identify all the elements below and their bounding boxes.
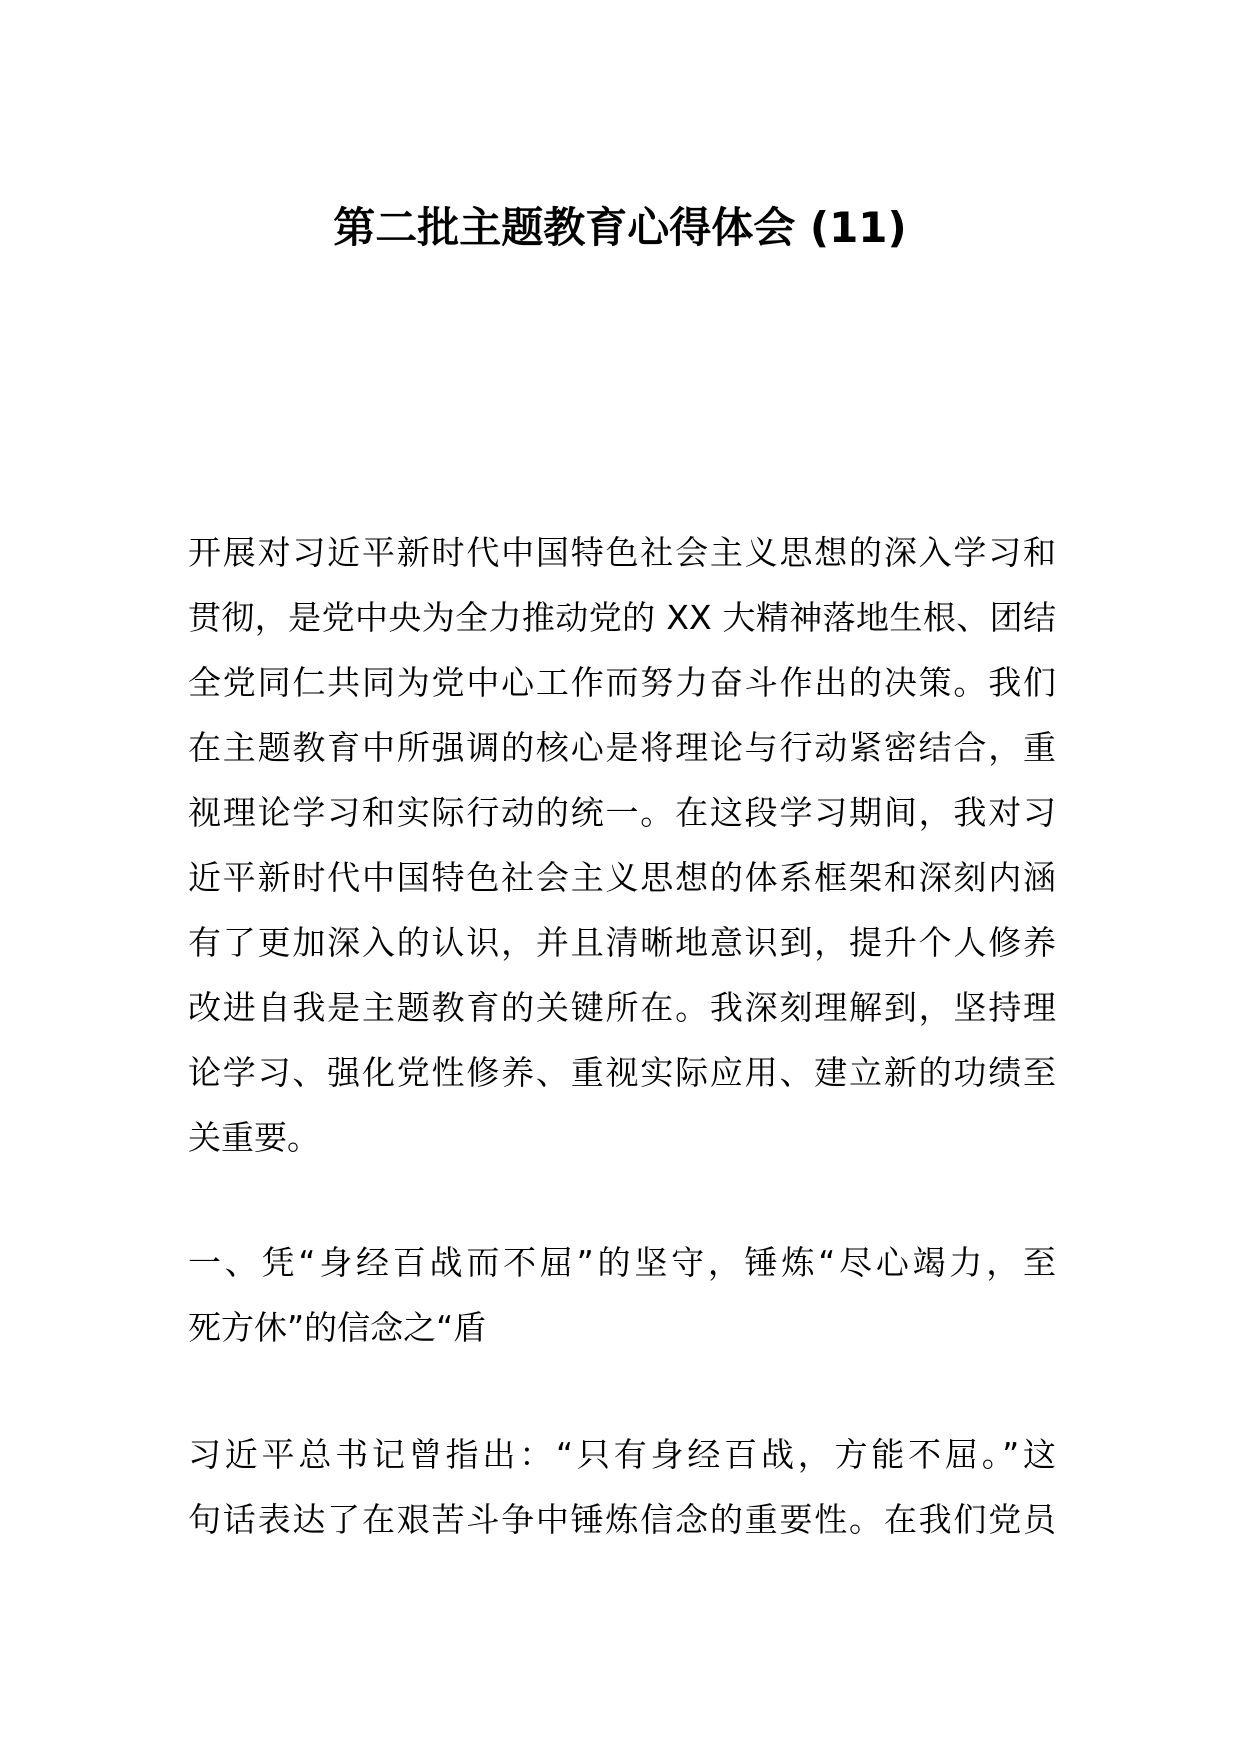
paragraph-line: 句话表达了在艰苦斗争中锤炼信念的重要性。在我们党员 — [188, 1500, 1056, 1539]
paragraph-section-1 — [188, 1422, 1056, 1552]
paragraph-line: 论学习、强化党性修养、重视实际应用、建立新的功绩至 — [188, 1053, 1056, 1092]
heading-line: 一、凭“身经百战而不屈”的坚守，锤炼“尽心竭力，至 — [188, 1243, 1056, 1282]
paragraph-line: 贯彻，是党中央为全力推动党的 XX 大精神落地生根、团结 — [188, 598, 1056, 637]
paragraph-line: 近平新时代中国特色社会主义思想的体系框架和深刻内涵 — [188, 858, 1056, 897]
paragraph-line: 开展对习近平新时代中国特色社会主义思想的深入学习和 — [188, 533, 1056, 572]
paragraph-line: 习近平总书记曾指出：“只有身经百战，方能不屈。”这 — [188, 1435, 1056, 1474]
paragraph-line: 改进自我是主题教育的关键所在。我深刻理解到，坚持理 — [188, 988, 1056, 1027]
heading-line: 死方休”的信念之“盾 — [188, 1308, 487, 1347]
document-title: 第二批主题教育心得体会 (11) — [333, 203, 907, 252]
section-heading-1 — [188, 1230, 1056, 1360]
paragraph-line: 有了更加深入的认识，并且清晰地意识到，提升个人修养 — [188, 923, 1056, 962]
paragraph-line: 在主题教育中所强调的核心是将理论与行动紧密结合，重 — [188, 728, 1056, 767]
paragraph-intro — [188, 520, 1056, 1170]
paragraph-line: 视理论学习和实际行动的统一。在这段学习期间，我对习 — [188, 793, 1056, 832]
paragraph-line: 关重要。 — [188, 1118, 320, 1157]
paragraph-line: 全党同仁共同为党中心工作而努力奋斗作出的决策。我们 — [188, 663, 1056, 702]
